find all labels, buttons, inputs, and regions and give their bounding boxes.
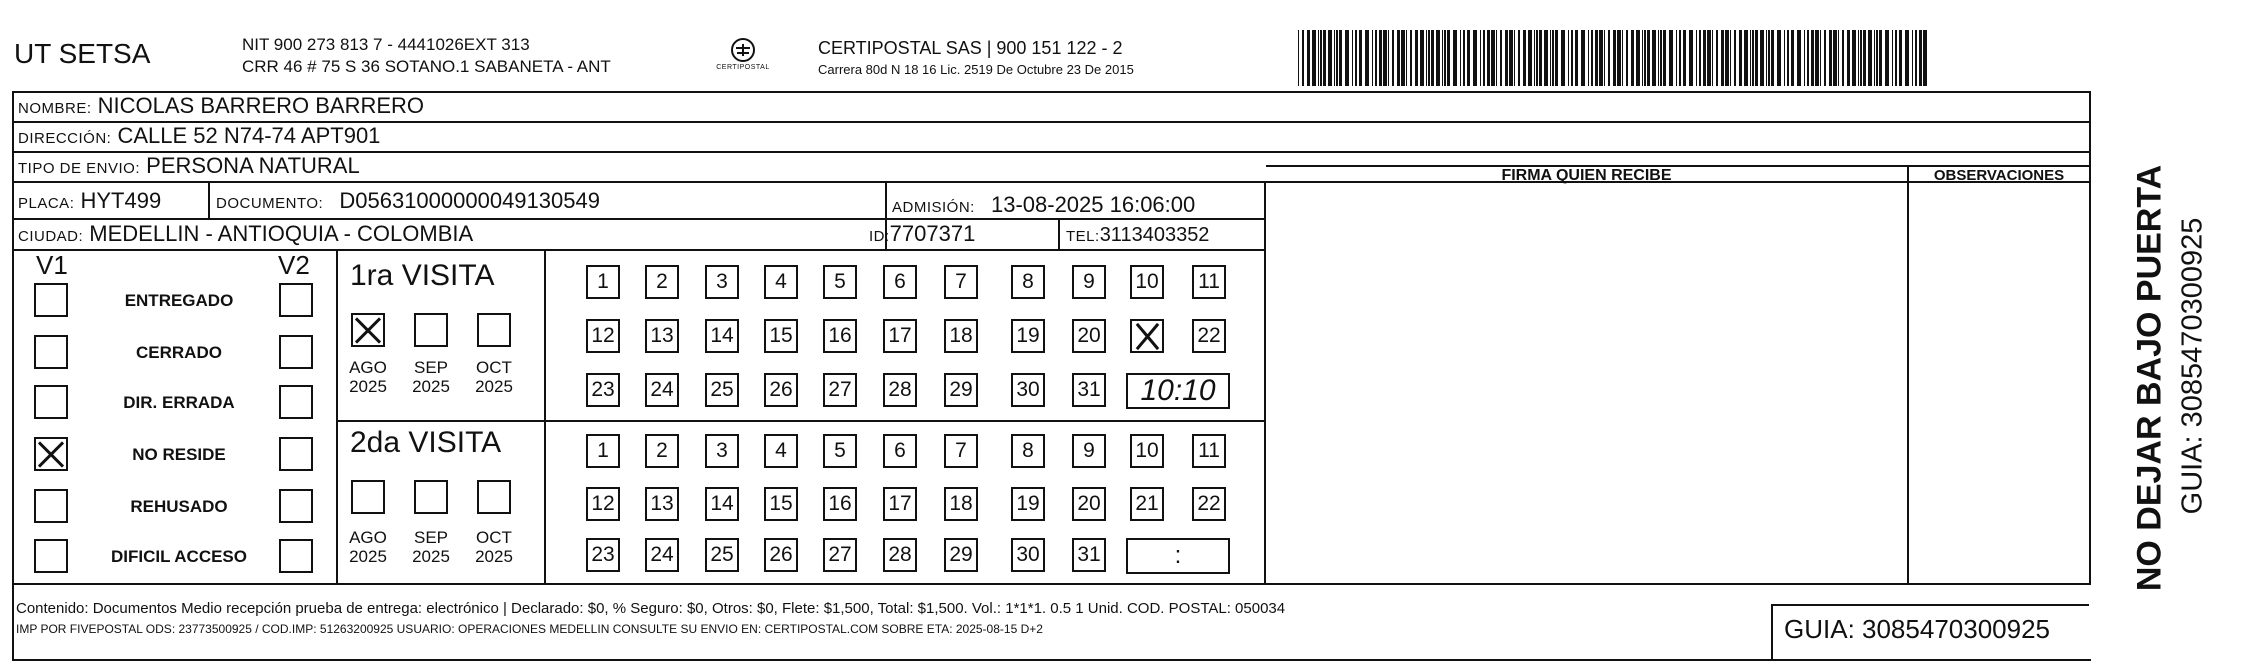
visit1-title: 1ra VISITA xyxy=(350,259,495,292)
visit2-month-label xyxy=(405,528,457,566)
visit2-day-box[interactable]: 14 xyxy=(705,487,739,521)
admision-cell xyxy=(892,192,1195,218)
visit2-day-box[interactable]: 30 xyxy=(1011,538,1045,572)
company-name: UT SETSA xyxy=(14,38,151,69)
logo-caption: CERTIPOSTAL xyxy=(716,64,770,71)
status-v1-checkbox[interactable] xyxy=(34,489,68,523)
status-v2-checkbox[interactable] xyxy=(279,385,313,419)
ciudad-label: CIUDAD: xyxy=(18,228,84,245)
visit1-day-box[interactable]: 26 xyxy=(764,373,798,407)
visit2-month-label xyxy=(468,528,520,566)
visit1-month-checkbox[interactable] xyxy=(414,313,448,347)
visit2-day-box[interactable]: 9 xyxy=(1072,434,1106,468)
status-v1-checkbox[interactable] xyxy=(34,335,68,369)
visit1-day-box[interactable]: 20 xyxy=(1072,319,1106,353)
visit1-day-box[interactable]: 28 xyxy=(883,373,917,407)
visit2-day-box[interactable]: 29 xyxy=(944,538,978,572)
month-name: SEP xyxy=(413,528,449,547)
status-v1-checkbox[interactable] xyxy=(34,283,68,317)
visit2-day-box[interactable]: 4 xyxy=(764,434,798,468)
visit2-day-box[interactable]: 11 xyxy=(1192,434,1226,468)
visit2-day-box[interactable]: 7 xyxy=(944,434,978,468)
visit2-day-box[interactable]: 20 xyxy=(1072,487,1106,521)
visit2-month-checkbox[interactable] xyxy=(477,480,511,514)
visit1-day-box[interactable]: 3 xyxy=(705,265,739,299)
visit1-day-box[interactable] xyxy=(1130,319,1164,353)
nit-line-1: NIT 900 273 813 7 - 4441026EXT 313 xyxy=(242,35,530,54)
v1-header: V1 xyxy=(36,250,68,280)
ciudad-row xyxy=(18,221,473,247)
ciudad-value: MEDELLIN - ANTIOQUIA - COLOMBIA xyxy=(89,221,474,246)
month-name: AGO xyxy=(349,358,387,377)
visit1-time-box[interactable]: 10:10 xyxy=(1126,373,1230,409)
visit1-day-box[interactable]: 19 xyxy=(1011,319,1045,353)
visit2-month-checkbox[interactable] xyxy=(351,480,385,514)
visit2-day-box[interactable]: 26 xyxy=(764,538,798,572)
visit1-day-box[interactable]: 1 xyxy=(586,265,620,299)
visit1-day-box[interactable]: 9 xyxy=(1072,265,1106,299)
nombre-row xyxy=(18,93,424,119)
carrier-line-2: Carrera 80d N 18 16 Lic. 2519 De Octubre 23 De 2015 xyxy=(818,62,1134,77)
observaciones-header: OBSERVACIONES xyxy=(1933,167,2065,184)
tel-cell xyxy=(1066,224,1209,247)
status-label: REHUSADO xyxy=(130,497,228,516)
visit2-day-box[interactable]: 10 xyxy=(1130,434,1164,468)
visit2-day-box[interactable]: 6 xyxy=(883,434,917,468)
visit1-day-box[interactable]: 10 xyxy=(1130,265,1164,299)
visit1-day-box[interactable]: 29 xyxy=(944,373,978,407)
footer-content-line: Contenido: Documentos Medio recepción prueba de entrega: electrónico | Declarado: $0, % Seguro: $0, Otros: $0, Flete: $1,500, Total: $1,500. Vol.: 1*1*1. 0.5 1 Unid. COD. POSTAL: 050034 xyxy=(16,600,1286,617)
visit2-day-box[interactable]: 31 xyxy=(1072,538,1106,572)
visit1-day-box[interactable]: 7 xyxy=(944,265,978,299)
visit2-day-box[interactable]: 15 xyxy=(764,487,798,521)
status-v2-checkbox[interactable] xyxy=(279,283,313,317)
side-warning-text: NO DEJAR BAJO PUERTA xyxy=(2130,164,2169,592)
visit1-day-box[interactable]: 18 xyxy=(944,319,978,353)
visit1-month-label xyxy=(342,358,394,396)
firma-quien-recibe-header: FIRMA QUIEN RECIBE xyxy=(1501,167,1672,184)
placa-label: PLACA: xyxy=(18,195,75,212)
month-year: 2025 xyxy=(349,377,387,396)
admision-value: 13-08-2025 16:06:00 xyxy=(990,192,1196,217)
visit2-day-box[interactable]: 24 xyxy=(645,538,679,572)
tel-value: 3113403352 xyxy=(1099,224,1210,246)
visit1-month-checkbox[interactable] xyxy=(477,313,511,347)
placa-value: HYT499 xyxy=(80,188,162,213)
visit1-day-box[interactable]: 11 xyxy=(1192,265,1226,299)
v2-header: V2 xyxy=(278,250,310,280)
documento-cell xyxy=(216,188,600,214)
visit2-time-box[interactable]: : xyxy=(1126,538,1230,574)
visit1-day-box[interactable]: 8 xyxy=(1011,265,1045,299)
status-v2-checkbox[interactable] xyxy=(279,489,313,523)
status-v1-checkbox[interactable] xyxy=(34,539,68,573)
carrier-logo xyxy=(710,36,776,82)
status-v2-checkbox[interactable] xyxy=(279,335,313,369)
month-name: OCT xyxy=(476,528,512,547)
visit2-day-box[interactable]: 21 xyxy=(1130,487,1164,521)
visit2-day-box[interactable]: 1 xyxy=(586,434,620,468)
visit1-day-box[interactable]: 6 xyxy=(883,265,917,299)
status-v2-checkbox[interactable] xyxy=(279,539,313,573)
visit2-day-box[interactable]: 3 xyxy=(705,434,739,468)
admision-label: ADMISIÓN: xyxy=(892,199,975,216)
direccion-value: CALLE 52 N74-74 APT901 xyxy=(117,123,381,148)
visit2-day-box[interactable]: 22 xyxy=(1192,487,1226,521)
visit2-day-box[interactable]: 13 xyxy=(645,487,679,521)
visit1-day-box[interactable]: 27 xyxy=(823,373,857,407)
visit2-day-box[interactable]: 23 xyxy=(586,538,620,572)
visit1-day-box[interactable]: 15 xyxy=(764,319,798,353)
visit1-day-box[interactable]: 30 xyxy=(1011,373,1045,407)
visit1-day-box[interactable]: 13 xyxy=(645,319,679,353)
visit1-day-box[interactable]: 12 xyxy=(586,319,620,353)
visit1-day-box[interactable]: 25 xyxy=(705,373,739,407)
status-label: ENTREGADO xyxy=(124,291,234,310)
visit1-day-box[interactable]: 5 xyxy=(823,265,857,299)
visit2-day-box[interactable]: 12 xyxy=(586,487,620,521)
documento-value: D05631000000049130549 xyxy=(339,188,600,213)
tipo-envio-label: TIPO DE ENVIO: xyxy=(18,160,141,177)
visit2-day-box[interactable]: 5 xyxy=(823,434,857,468)
visit1-day-box[interactable]: 16 xyxy=(823,319,857,353)
status-label: NO RESIDE xyxy=(132,445,226,464)
visit1-day-box[interactable]: 23 xyxy=(586,373,620,407)
month-name: AGO xyxy=(349,528,387,547)
status-v2-checkbox[interactable] xyxy=(279,437,313,471)
visit2-month-checkbox[interactable] xyxy=(414,480,448,514)
footer-guia: GUIA: 3085470300925 xyxy=(1784,614,2050,644)
visit2-day-box[interactable]: 2 xyxy=(645,434,679,468)
documento-label: DOCUMENTO: xyxy=(216,195,324,212)
tipo-envio-row xyxy=(18,153,360,179)
visit1-day-box[interactable]: 4 xyxy=(764,265,798,299)
status-label: DIR. ERRADA xyxy=(123,393,235,412)
tipo-envio-value: PERSONA NATURAL xyxy=(146,153,360,178)
visit2-day-box[interactable]: 8 xyxy=(1011,434,1045,468)
visit1-day-box[interactable]: 24 xyxy=(645,373,679,407)
footer-imp-line: IMP POR FIVEPOSTAL ODS: 23773500925 / COD.IMP: 51263200925 USUARIO: OPERACIONES MEDELLIN CONSULTE SU ENVIO EN: CERTIPOSTAL.COM SOBRE ETA: 2025-08-15 D+2 xyxy=(16,622,1043,636)
observaciones-area[interactable] xyxy=(1909,183,2089,583)
direccion-label: DIRECCIÓN: xyxy=(18,130,112,147)
nombre-value: NICOLAS BARRERO BARRERO xyxy=(97,93,425,118)
visit2-day-box[interactable]: 28 xyxy=(883,538,917,572)
id-value: 7707371 xyxy=(889,221,976,246)
visit1-day-box[interactable]: 2 xyxy=(645,265,679,299)
visit2-day-box[interactable]: 17 xyxy=(883,487,917,521)
visit2-day-box[interactable]: 25 xyxy=(705,538,739,572)
status-label: DIFICIL ACCESO xyxy=(110,547,247,566)
status-v1-checkbox[interactable] xyxy=(34,437,68,471)
status-v1-checkbox[interactable] xyxy=(34,385,68,419)
month-year: 2025 xyxy=(349,547,387,566)
visit1-month-checkbox[interactable] xyxy=(351,313,385,347)
status-label: CERRADO xyxy=(136,343,222,362)
visit1-day-box[interactable]: 14 xyxy=(705,319,739,353)
visit1-day-box[interactable]: 17 xyxy=(883,319,917,353)
visit1-day-box[interactable]: 31 xyxy=(1072,373,1106,407)
tel-label: TEL: xyxy=(1066,228,1100,245)
visit2-day-box[interactable]: 19 xyxy=(1011,487,1045,521)
visit1-month-label xyxy=(468,358,520,396)
nombre-label: NOMBRE: xyxy=(18,100,92,117)
firma-area[interactable] xyxy=(1266,183,1907,583)
visit1-month-label xyxy=(405,358,457,396)
month-year: 2025 xyxy=(475,377,513,396)
visit2-day-box[interactable]: 18 xyxy=(944,487,978,521)
carrier-line-1: CERTIPOSTAL SAS | 900 151 122 - 2 xyxy=(818,38,1123,58)
id-cell xyxy=(869,221,975,247)
visit2-title: 2da VISITA xyxy=(350,426,502,459)
visit2-day-box[interactable]: 27 xyxy=(823,538,857,572)
placa-cell xyxy=(18,188,161,214)
month-name: SEP xyxy=(413,358,449,377)
month-year: 2025 xyxy=(475,547,513,566)
side-guia-text: GUIA: 3085470300925 xyxy=(2176,217,2209,515)
visit1-day-box[interactable]: 22 xyxy=(1192,319,1226,353)
barcode xyxy=(1298,30,1934,91)
id-label: ID: xyxy=(869,228,890,245)
month-year: 2025 xyxy=(412,547,450,566)
nit-line-2: CRR 46 # 75 S 36 SOTANO.1 SABANETA - ANT xyxy=(242,57,611,76)
visit2-day-box[interactable]: 16 xyxy=(823,487,857,521)
visit2-month-label xyxy=(342,528,394,566)
direccion-row xyxy=(18,123,380,149)
month-name: OCT xyxy=(476,358,512,377)
month-year: 2025 xyxy=(412,377,450,396)
